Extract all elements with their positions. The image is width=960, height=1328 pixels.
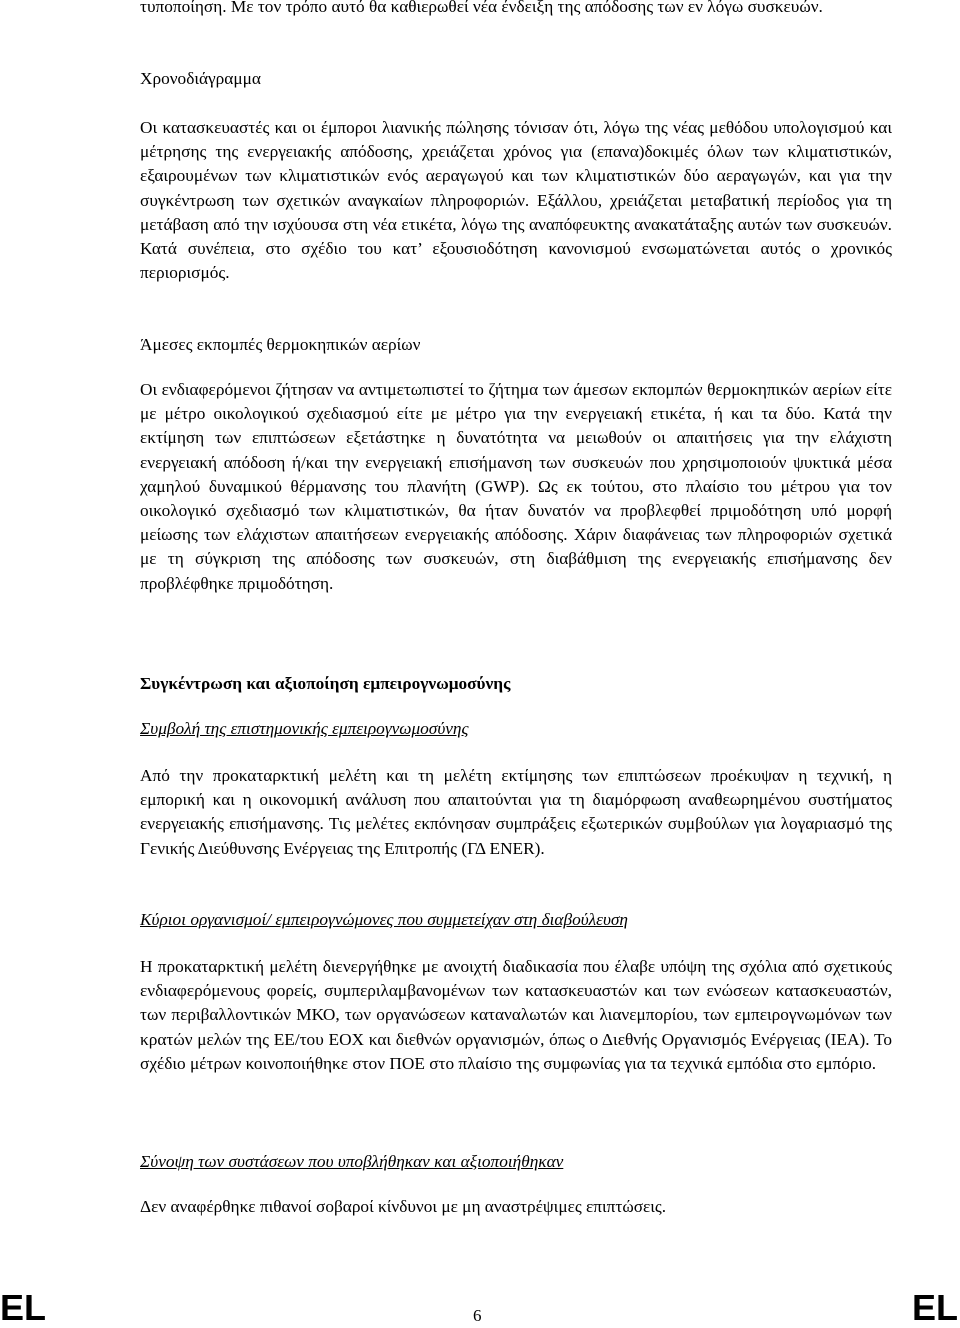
paragraph-intro: τυποποίηση. Με τον τρόπο αυτό θα καθιερωθεί νέα ένδειξη της απόδοσης των εν λόγω συσκευών.: [140, 0, 823, 16]
paragraph-direct-emissions: Οι ενδιαφερόμενοι ζήτησαν να αντιμετωπιστεί το ζήτημα των άμεσων εκπομπών θερμοκηπικών αερίων είτε με μέτρο οικολογικού σχεδιασμού είτε με μέτρο για την ενεργειακή ετικέτα, ή και τα δύο. Κατά την εκτίμηση των επιπτώσεων εξετάστηκε η δυνατότητα να μειωθούν οι απαιτήσεις για την ελάχιστη ενεργειακή απόδοση ή/και την ενεργειακή επισήμανση των συσκευών που χρησιμοποιούν ψυκτικά μέσα χαμηλού δυναμικού θέρμανσης του πλανήτη (GWP). Ως εκ τούτου, στο πλαίσιο του μέτρου για τον οικολογικό σχεδιασμό των κλιματιστικών, θα ήταν δυνατόν να προβλεφθεί πριμοδότηση υπό μορφή μείωσης των ελάχιστων απαιτήσεων ενεργειακής απόδοσης. Χάριν διαφάνειας των πληροφοριών σχετικά με τη σύγκριση της απόδοσης των συσκευών, στη διαβάθμιση της ενεργειακής επισήμανσης δεν προβλέφθηκε πριμοδότηση.: [140, 380, 892, 593]
heading-timeline: Χρονοδιάγραμμα: [140, 69, 261, 88]
paragraph-scientific-expertise: Από την προκαταρκτική μελέτη και τη μελέτη εκτίμησης των επιπτώσεων προέκυψαν η τεχνική, η εμπορική και η οικονομική ανάλυση που απαιτούνται για τη διαμόρφωση αναθεωρημένου συστήματος ενεργειακής επισήμανσης. Τις μελέτες εκπόνησαν συμπράξεις εξωτερικών συμβούλων για λογαριασμό της Γενικής Διεύθυνσης Ενέργειας της Επιτροπής (ΓΔ ENER).: [140, 766, 892, 858]
paragraph-timeline: Οι κατασκευαστές και οι έμποροι λιανικής πώλησης τόνισαν ότι, λόγω της νέας μεθόδου υπολογισμού και μέτρησης της ενεργειακής απόδοσης, χρειάζεται χρόνος για (επανα)δοκιμές όλων των κλιματιστικών, εξαιρουμένων των κλιματιστικών ενός αεραγωγού και των κλιματιστικών δύο αεραγωγών, και για την συγκέντρωση των σχετικών αναγκαίων πληροφοριών. Εξάλλου, χρειάζεται μεταβατική περίοδος για τη μετάβαση από την ισχύουσα στη νέα ετικέτα, λόγω της αναπόφευκτης ανακατάταξης αυτών των συσκευών. Κατά συνέπεια, στο σχέδιο του κατ’ εξουσιοδότηση κανονισμού ενσωματώνεται αυτός ο χρονικός περιορισμός.: [140, 118, 892, 283]
subheading-scientific-expertise: Συμβολή της επιστημονικής εμπειρογνωμοσύνης: [140, 719, 469, 738]
page-number: 6: [473, 1306, 482, 1325]
heading-direct-emissions: Άμεσες εκπομπές θερμοκηπικών αερίων: [140, 335, 421, 354]
subheading-summary: Σύνοψη των συστάσεων που υποβλήθηκαν και αξιοποιήθηκαν: [140, 1152, 564, 1171]
footer-language-code-right: EL: [911, 1287, 958, 1328]
paragraph-organisations: Η προκαταρκτική μελέτη διενεργήθηκε με ανοιχτή διαδικασία που έλαβε υπόψη της σχόλια από σχετικούς ενδιαφερόμενους φορείς, συμπεριλαμβανομένων των κατασκευαστών και των ενώσεων κατασκευαστών, των περιβαλλοντικών ΜΚΟ, των οργανώσεων καταναλωτών και λιανεμπορίου, των εμπειρογνωμόνων των κρατών μελών της ΕΕ/του ΕΟΧ και διεθνών οργανισμών, όπως ο Διεθνής Οργανισμός Ενέργειας (IEA). Το σχέδιο μέτρων κοινοποιήθηκε στον ΠΟΕ στο πλαίσιο της συμφωνίας για τα τεχνικά εμπόδια στο εμπόριο.: [140, 957, 892, 1073]
subheading-organisations: Κύριοι οργανισμοί/ εμπειρογνώμονες που συμμετείχαν στη διαβούλευση: [140, 910, 628, 929]
footer-language-code-left: EL: [0, 1287, 47, 1328]
section-heading-expertise: Συγκέντρωση και αξιοποίηση εμπειρογνωμοσύνης: [140, 674, 511, 693]
paragraph-summary: Δεν αναφέρθηκε πιθανοί σοβαροί κίνδυνοι με μη αναστρέψιμες επιπτώσεις.: [140, 1197, 667, 1216]
